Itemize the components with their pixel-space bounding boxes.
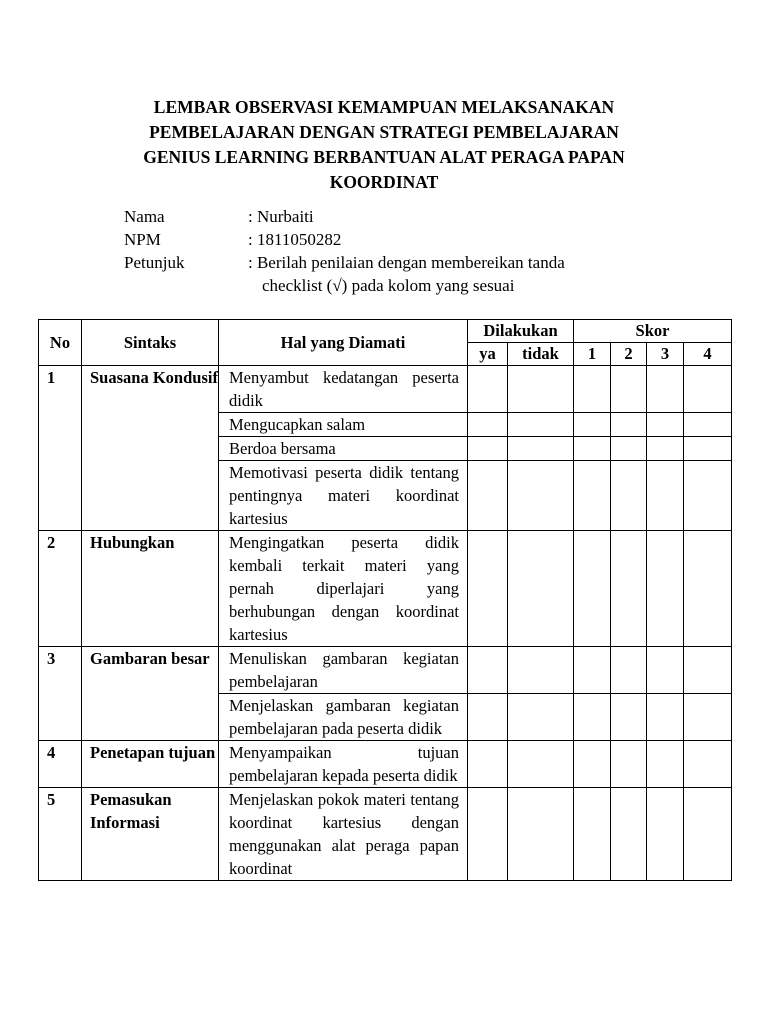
cell-skor-4[interactable] (684, 647, 732, 694)
row-item: Menjelaskan pokok materi tentang koordinat kartesius dengan menggunakan alat peraga papan koordinat (219, 788, 468, 881)
row-item: Menyampaikan tujuan pembelajaran kepada peserta didik (219, 741, 468, 788)
table-row (39, 647, 732, 694)
row-item: Memotivasi peserta didik tentang pentingnya materi koordinat kartesius (219, 461, 468, 531)
cell-skor-3[interactable] (647, 694, 684, 741)
header-sintaks: Sintaks (82, 320, 219, 366)
cell-ya[interactable] (468, 437, 508, 461)
cell-skor-4[interactable] (684, 413, 732, 437)
header-hal: Hal yang Diamati (219, 320, 468, 366)
row-no: 5 (39, 788, 82, 881)
observation-table (38, 319, 732, 881)
row-item: Menjelaskan gambaran kegiatan pembelajaran pada peserta didik (219, 694, 468, 741)
row-no: 4 (39, 741, 82, 788)
cell-skor-1[interactable] (574, 531, 611, 647)
table-row (39, 788, 732, 881)
cell-skor-2[interactable] (611, 788, 647, 881)
cell-skor-4[interactable] (684, 531, 732, 647)
header-skor: Skor (574, 320, 732, 343)
header-dilakukan: Dilakukan (468, 320, 574, 343)
petunjuk-label: Petunjuk (124, 253, 185, 272)
cell-ya[interactable] (468, 741, 508, 788)
cell-skor-1[interactable] (574, 647, 611, 694)
cell-skor-1[interactable] (574, 461, 611, 531)
header-ya: ya (468, 343, 508, 366)
document-title (60, 95, 708, 195)
cell-skor-4[interactable] (684, 694, 732, 741)
row-sintaks: Pemasukan Informasi (82, 788, 219, 881)
cell-tidak[interactable] (508, 437, 574, 461)
cell-skor-4[interactable] (684, 366, 732, 413)
header-skor-3: 3 (647, 343, 684, 366)
table-row (39, 741, 732, 788)
nama-value: : Nurbaiti (248, 207, 314, 226)
row-sintaks: Penetapan tujuan (82, 741, 219, 788)
cell-skor-4[interactable] (684, 461, 732, 531)
cell-tidak[interactable] (508, 741, 574, 788)
cell-skor-1[interactable] (574, 437, 611, 461)
row-sintaks: Gambaran besar (82, 647, 219, 741)
cell-skor-2[interactable] (611, 461, 647, 531)
cell-skor-2[interactable] (611, 413, 647, 437)
cell-ya[interactable] (468, 531, 508, 647)
title-line: GENIUS LEARNING BERBANTUAN ALAT PERAGA PAPAN (143, 147, 625, 167)
row-item: Menuliskan gambaran kegiatan pembelajaran (219, 647, 468, 694)
cell-skor-3[interactable] (647, 647, 684, 694)
cell-skor-2[interactable] (611, 694, 647, 741)
cell-tidak[interactable] (508, 531, 574, 647)
cell-skor-3[interactable] (647, 366, 684, 413)
cell-ya[interactable] (468, 788, 508, 881)
header-tidak: tidak (508, 343, 574, 366)
cell-skor-2[interactable] (611, 437, 647, 461)
header-skor-2: 2 (611, 343, 647, 366)
table-row (39, 366, 732, 413)
cell-skor-2[interactable] (611, 741, 647, 788)
cell-skor-3[interactable] (647, 461, 684, 531)
title-line: KOORDINAT (329, 172, 439, 192)
title-line: LEMBAR OBSERVASI KEMAMPUAN MELAKSANAKAN (153, 97, 615, 117)
cell-tidak[interactable] (508, 461, 574, 531)
cell-skor-4[interactable] (684, 741, 732, 788)
table-row (39, 531, 732, 647)
cell-skor-2[interactable] (611, 531, 647, 647)
cell-tidak[interactable] (508, 413, 574, 437)
header-no: No (39, 320, 82, 366)
row-no: 1 (39, 366, 82, 531)
row-sintaks: Suasana Kondusif (82, 366, 219, 531)
cell-tidak[interactable] (508, 694, 574, 741)
cell-skor-1[interactable] (574, 741, 611, 788)
cell-skor-1[interactable] (574, 413, 611, 437)
cell-skor-4[interactable] (684, 437, 732, 461)
petunjuk-value-cont: checklist (√) pada kolom yang sesuai (262, 276, 515, 295)
row-item: Mengingatkan peserta didik kembali terkait materi yang pernah diperlajari yang berhubungan dengan koordinat kartesius (219, 531, 468, 647)
row-item: Menyambut kedatangan peserta didik (219, 366, 468, 413)
cell-skor-1[interactable] (574, 694, 611, 741)
cell-ya[interactable] (468, 366, 508, 413)
cell-ya[interactable] (468, 694, 508, 741)
cell-skor-1[interactable] (574, 366, 611, 413)
cell-tidak[interactable] (508, 366, 574, 413)
row-sintaks: Hubungkan (82, 531, 219, 647)
row-item: Mengucapkan salam (219, 413, 468, 437)
petunjuk-value: : Berilah penilaian dengan membereikan tanda (248, 253, 565, 272)
cell-skor-3[interactable] (647, 531, 684, 647)
header-skor-1: 1 (574, 343, 611, 366)
cell-tidak[interactable] (508, 647, 574, 694)
title-line: PEMBELAJARAN DENGAN STRATEGI PEMBELAJARAN (149, 122, 619, 142)
row-no: 2 (39, 531, 82, 647)
npm-value: : 1811050282 (248, 230, 342, 249)
header-skor-4: 4 (684, 343, 732, 366)
cell-tidak[interactable] (508, 788, 574, 881)
npm-label: NPM (124, 230, 161, 249)
cell-skor-3[interactable] (647, 437, 684, 461)
cell-ya[interactable] (468, 413, 508, 437)
cell-ya[interactable] (468, 647, 508, 694)
header-row-1 (39, 320, 732, 343)
cell-skor-2[interactable] (611, 366, 647, 413)
cell-skor-3[interactable] (647, 413, 684, 437)
cell-ya[interactable] (468, 461, 508, 531)
cell-skor-4[interactable] (684, 788, 732, 881)
cell-skor-1[interactable] (574, 788, 611, 881)
cell-skor-3[interactable] (647, 741, 684, 788)
row-no: 3 (39, 647, 82, 741)
cell-skor-3[interactable] (647, 788, 684, 881)
cell-skor-2[interactable] (611, 647, 647, 694)
nama-label: Nama (124, 207, 165, 226)
row-item: Berdoa bersama (219, 437, 468, 461)
